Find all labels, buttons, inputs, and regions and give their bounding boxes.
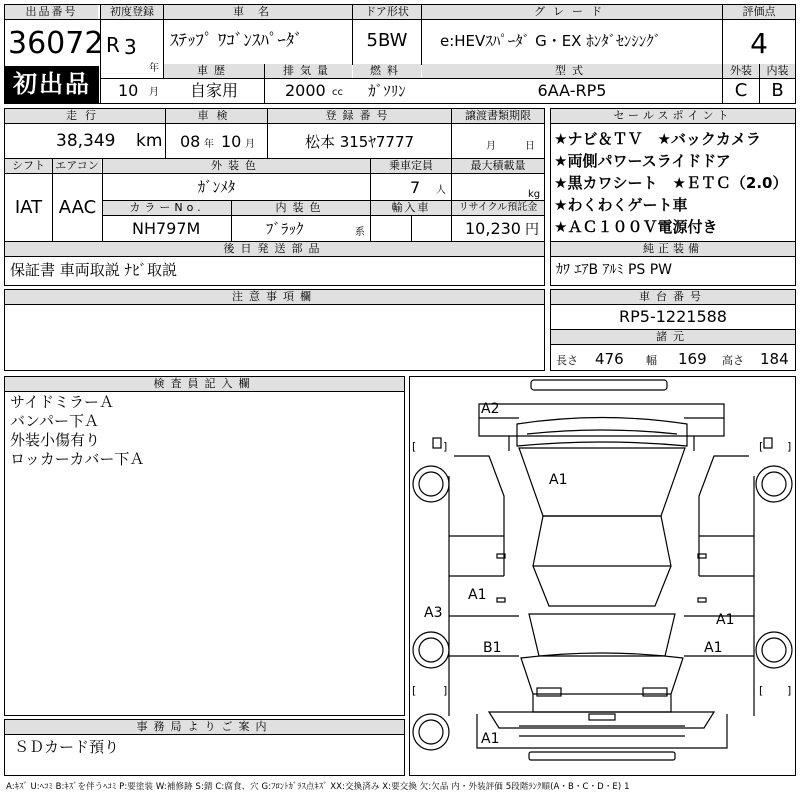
mileage-unit: km (136, 131, 163, 151)
svg-text:[: [ (759, 684, 764, 697)
max-load-header: 最大積載量 (452, 159, 544, 173)
lot-number: 36072 (8, 26, 104, 61)
exterior-score-header: 外装 (723, 64, 759, 78)
first-listing-badge: 初出品 (5, 66, 99, 103)
height-label: 高さ (722, 354, 744, 367)
legend-footer: A:ｷｽﾞ U:ﾍｺﾐ B:ｷｽﾞを伴うﾍｺﾐ P:要塗装 W:補修跡 S:錆 C:腐食、穴 G:ﾌﾛﾝﾄｶﾞﾗｽ点ｷｽﾞ XX:交換済み X:要交換 欠:欠品 内・外装評価 5段階ﾗﾝｸ順(A・B・C・D・E) 1 (6, 782, 630, 792)
model-header: 型式 (422, 64, 722, 78)
shift-header: シフト (5, 159, 52, 173)
registration-month: 10 (118, 81, 139, 100)
inspector-line-1: サイドミラーＡ (10, 393, 114, 411)
mark-a1-left-door: A1 (468, 587, 487, 603)
capacity-unit: 人 (436, 185, 446, 196)
inspection-month-unit: 月 (245, 139, 255, 150)
interior-score-header: 内装 (760, 64, 795, 78)
svg-text:[: [ (412, 684, 417, 697)
recycle-value: 10,230 (465, 219, 521, 238)
color-no-header: カラーNo. (103, 201, 231, 215)
equipment-value: ｶﾜ ｴｱB ｱﾙﾐ PS PW (556, 262, 673, 278)
door-type: 5BW (366, 30, 408, 51)
max-load-unit: kg (528, 189, 541, 200)
equipment-header: 純正装備 (551, 242, 795, 256)
svg-text:[: [ (759, 440, 764, 453)
transfer-header: 譲渡書類期限 (452, 109, 544, 123)
notes-header: 注意事項欄 (5, 290, 544, 304)
exterior-score: C (734, 80, 748, 101)
mark-a1-roof: A1 (549, 472, 568, 488)
interior-score: B (771, 80, 784, 101)
sales-point-3: ★黒カワシート ★ＥＴＣ（2.0） (554, 174, 788, 192)
car-name: ｽﾃｯﾌﾟ ﾜｺﾞﾝｽﾊﾟｰﾀﾞ (170, 31, 303, 51)
mileage-value: 38,349 (56, 131, 116, 151)
transfer-day-unit: 日 (525, 141, 535, 152)
exterior-color-header: 外装色 (103, 159, 370, 173)
plate-value: 松本 315ﾔ7777 (304, 133, 415, 151)
mark-a1-right-door: A1 (716, 612, 735, 628)
exterior-color-value: ｶﾞﾝﾒﾀ (197, 178, 236, 196)
history-value: 自家用 (189, 81, 238, 100)
inspector-line-4: ロッカーカバー下Ａ (10, 450, 145, 468)
inspector-line-2: バンパー下Ａ (10, 412, 99, 430)
import-header: 輸入車 (371, 201, 451, 215)
height-value: 184 (760, 350, 789, 368)
mark-a1-right-rear: A1 (704, 640, 723, 656)
interior-color-value: ﾌﾞﾗｯｸ (266, 220, 304, 238)
shift-value: IAT (14, 197, 43, 218)
model-value: 6AA-RP5 (537, 81, 607, 100)
capacity-header: 乗車定員 (371, 159, 451, 173)
svg-text:[: [ (412, 440, 417, 453)
registration-month-unit: 月 (149, 87, 159, 98)
recycle-unit: 円 (525, 222, 539, 238)
fuel-value: ｶﾞｿﾘﾝ (368, 82, 406, 100)
displacement-unit: cc (332, 87, 343, 98)
door-header: ドア形状 (353, 5, 421, 19)
car-diagram (409, 376, 796, 776)
fuel-header: 燃料 (353, 64, 421, 78)
mileage-header: 走行 (5, 109, 165, 123)
sales-point-5: ★ＡＣ１００Ｖ電源付き (554, 218, 718, 236)
mark-b1-rear: B1 (483, 640, 502, 656)
history-header: 車歴 (164, 64, 264, 78)
width-label: 幅 (646, 354, 657, 367)
car-name-header: 車名 (164, 5, 352, 19)
later-parts-header: 後日発送部品 (5, 242, 544, 256)
inspection-year: 08 (180, 132, 201, 151)
transfer-month-unit: 月 (486, 141, 496, 152)
mark-a2-front: A2 (481, 401, 500, 417)
grade-header: グレード (422, 5, 722, 19)
recycle-header: リサイクル預託金 (452, 201, 544, 215)
score-header: 評価点 (723, 5, 795, 19)
inspector-header: 検査員記入欄 (5, 377, 404, 391)
length-value: 476 (595, 350, 624, 368)
mark-a1-bumper: A1 (481, 731, 500, 747)
capacity-value: 7 (410, 178, 421, 197)
interior-color-header: 内装色 (232, 201, 370, 215)
svg-text:]: ] (787, 684, 792, 697)
sales-point-1: ★ナビ＆ＴＶ ★バックカメラ (554, 130, 761, 148)
svg-text:]: ] (443, 440, 448, 453)
inspection-header: 車検 (166, 109, 267, 123)
mark-a3-left-rear: A3 (424, 605, 443, 621)
displacement-header: 排気量 (265, 64, 352, 78)
interior-color-unit: 系 (355, 227, 365, 238)
inspector-line-3: 外装小傷有り (10, 431, 101, 449)
registration-year-unit: 年 (149, 63, 159, 74)
registration-header: 初度登録 (101, 5, 163, 19)
aircon-value: AAC (58, 197, 97, 218)
inspection-month: 10 (221, 132, 242, 151)
sales-point-2: ★両側パワースライドドア (554, 152, 731, 170)
registration-era: R (106, 33, 120, 57)
displacement-value: 2000 (285, 81, 326, 100)
registration-year: 3 (124, 35, 137, 59)
specs-header: 諸元 (551, 330, 795, 344)
width-value: 169 (678, 350, 707, 368)
chassis-header: 車台番号 (551, 290, 795, 304)
length-label: 長さ (556, 354, 578, 367)
inspection-year-unit: 年 (204, 139, 214, 150)
sales-point-4: ★わくわくゲート車 (554, 196, 688, 214)
score-value: 4 (750, 27, 768, 60)
chassis-value: RP5-1221588 (619, 307, 727, 326)
later-parts-value: 保証書 車両取説 ﾅﾋﾞ取説 (10, 261, 178, 279)
lot-header: 出品番号 (5, 5, 98, 19)
grade: e:HEVｽﾊﾟｰﾀﾞ G・EX ﾎﾝﾀﾞｾﾝｼﾝｸﾞ (440, 32, 662, 50)
office-note: ＳＤカード預り (14, 738, 120, 756)
aircon-header: エアコン (53, 159, 101, 173)
plate-header: 登録番号 (268, 109, 451, 123)
sales-points-header: セールスポイント (551, 109, 795, 123)
svg-text:]: ] (443, 684, 448, 697)
office-header: 事務局よりご案内 (5, 720, 404, 734)
color-no-value: NH797M (132, 219, 201, 238)
svg-text:]: ] (787, 440, 792, 453)
